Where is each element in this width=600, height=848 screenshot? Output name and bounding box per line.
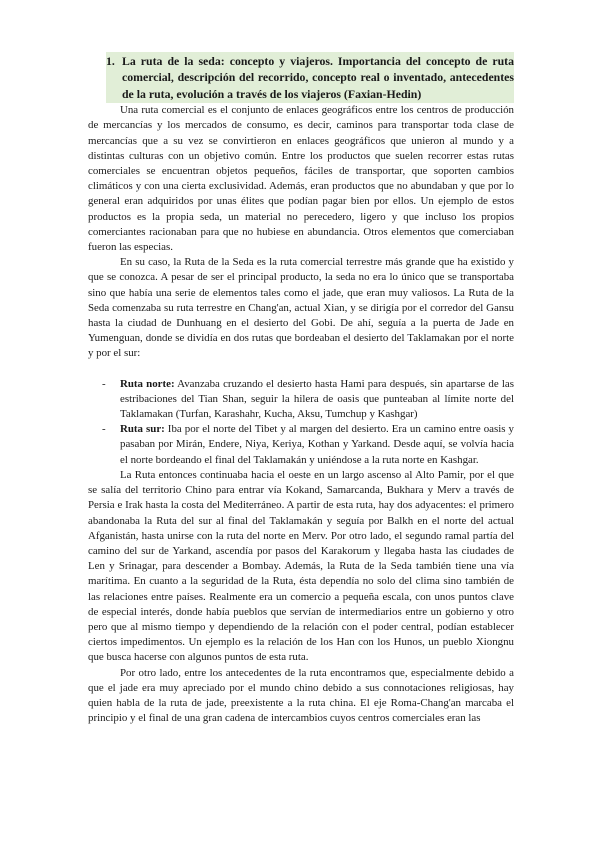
bullet-dash: - [102, 377, 106, 390]
list-item-south-route [88, 422, 514, 468]
route-name-south: Ruta sur: [120, 423, 165, 436]
route-description-north: Avanzaba cruzando el desierto hasta Hami para después, sin apartarse de las estribaciones del Tian Shan, seguir la hilera de oasis que punteaban al límite norte del Taklamakan (Turfan, Karashahr, Kucha, Aksu, Tumchup y Kashgar) [120, 377, 514, 421]
route-description-south: Iba por el norte del Tibet y al margen del desierto. Era un camino entre oasis y pasaban por Mirán, Endere, Niya, Keriya, Kothan y Yarkand. Desde aquí, se volvía hacia el norte bordeando el final del Taklamakán y uniéndose a la ruta norte en Kashgar. [120, 423, 514, 466]
section-heading [106, 52, 514, 103]
paragraph-route-continuation: La Ruta entonces continuaba hacia el oeste en un largo ascenso al Alto Pamir, por el que se salía del territorio Chino para entrar vía Kokand, Samarcanda, Bukhara y Merv a través de Persia e Irak hasta la costa del Mediterráneo. A partir de esta ruta, hay dos adyacentes: el primero abandonaba la Ruta del sur al final del Taklamakán y seguía por Balkh en el norte del actual Afganistán, hasta unirse con la ruta del norte en Merv. Por otro lado, el segundo ramal partía del camino del sur de Yarkand, ascendía por pasos del Karakorum y llegaba hasta las ciudades de Len y Srinagar, para descender a Bombay. Además, la Ruta de la Seda también tiene una vía marítima. En cuanto a la seguridad de la Ruta, ésta dependía no solo del clima sino también de las relaciones entre países. Realmente era un comercio a pequeña escala, con unos puntos clave de especial interés, donde había pueblos que servían de intermediarios entre un gobierno y otro pero que al mismo tiempo y dependiendo de la relación con el poder central, podían establecer ciertos impedimentos. Un ejemplo es la relación de los Han con los Hunos, un pueblo Xiongnu que busca hacerse con algunos puntos de esta ruta. [88, 468, 514, 664]
list-item-north-route [88, 377, 514, 423]
paragraph-silk-road-overview: En su caso, la Ruta de la Seda es la ruta comercial terrestre más grande que ha existido y que se conozca. A pesar de ser el principal producto, la seda no era lo único que se transportaba sino que había una serie de elementos tales como el jade, que eran muy valiosos. La Ruta de la Seda comenzaba su ruta terrestre en Chang'an, actual Xian, y se dirigía por el corredor del Gansu hasta la ciudad de Dunhuang en el desierto del Gobi. De ahí, seguía a la puerta de Jade en Yumenguan, donde se dividía en dos rutas que bordeaban el desierto del Taklamakan por el norte y por el sur: [88, 256, 514, 360]
paragraph-route-antecedents: Por otro lado, entre los antecedentes de la ruta encontramos que, especialmente debido a que el jade era muy apreciado por el mundo chino debido a sus connotaciones religiosas, hay quien habla de la ruta de jade, preexistente a la ruta china. El eje Roma-Chang'an marcaba el principio y el final de una gran cadena de intercambios cuyos centros comerciales eran las [88, 666, 514, 725]
bullet-dash: - [102, 423, 106, 436]
route-name-north: Ruta norte: [120, 377, 175, 390]
routes-list [88, 377, 514, 468]
heading-number: 1. [106, 54, 115, 68]
paragraph-trade-route-definition: Una ruta comercial es el conjunto de enlaces geográficos entre los centros de producción de mercancías y los mercados de consumo, es decir, caminos para transportar toda clase de mercancías que a su vez se convirtieron en enlaces geográficos que unieron al mundo y a distintas culturas con un objetivo común. Entre los productos que suelen recorrer estas rutas comerciales se encuentran objetos pequeños, fáciles de transportar, que soporten cambios climáticos y con una cierta exclusividad. Además, eran productos que no abundaban y que por lo general eran adquiridos por unas élites que podían pagar bien por ellos. Un ejemplo de estos productos es la propia seda, un material no perecedero, ligero y que incluso los propios comerciantes racionaban para que no hubiese en abundancia. Otros elementos que comerciaban fueron las especias. [88, 104, 514, 254]
document-page [88, 52, 514, 726]
heading-title: La ruta de la seda: concepto y viajeros. Importancia del concepto de ruta comercial, descripción del recorrido, concepto real o inventado, antecedentes de la ruta, evolución a través de los viajeros (Faxian-Hedin) [122, 54, 514, 101]
